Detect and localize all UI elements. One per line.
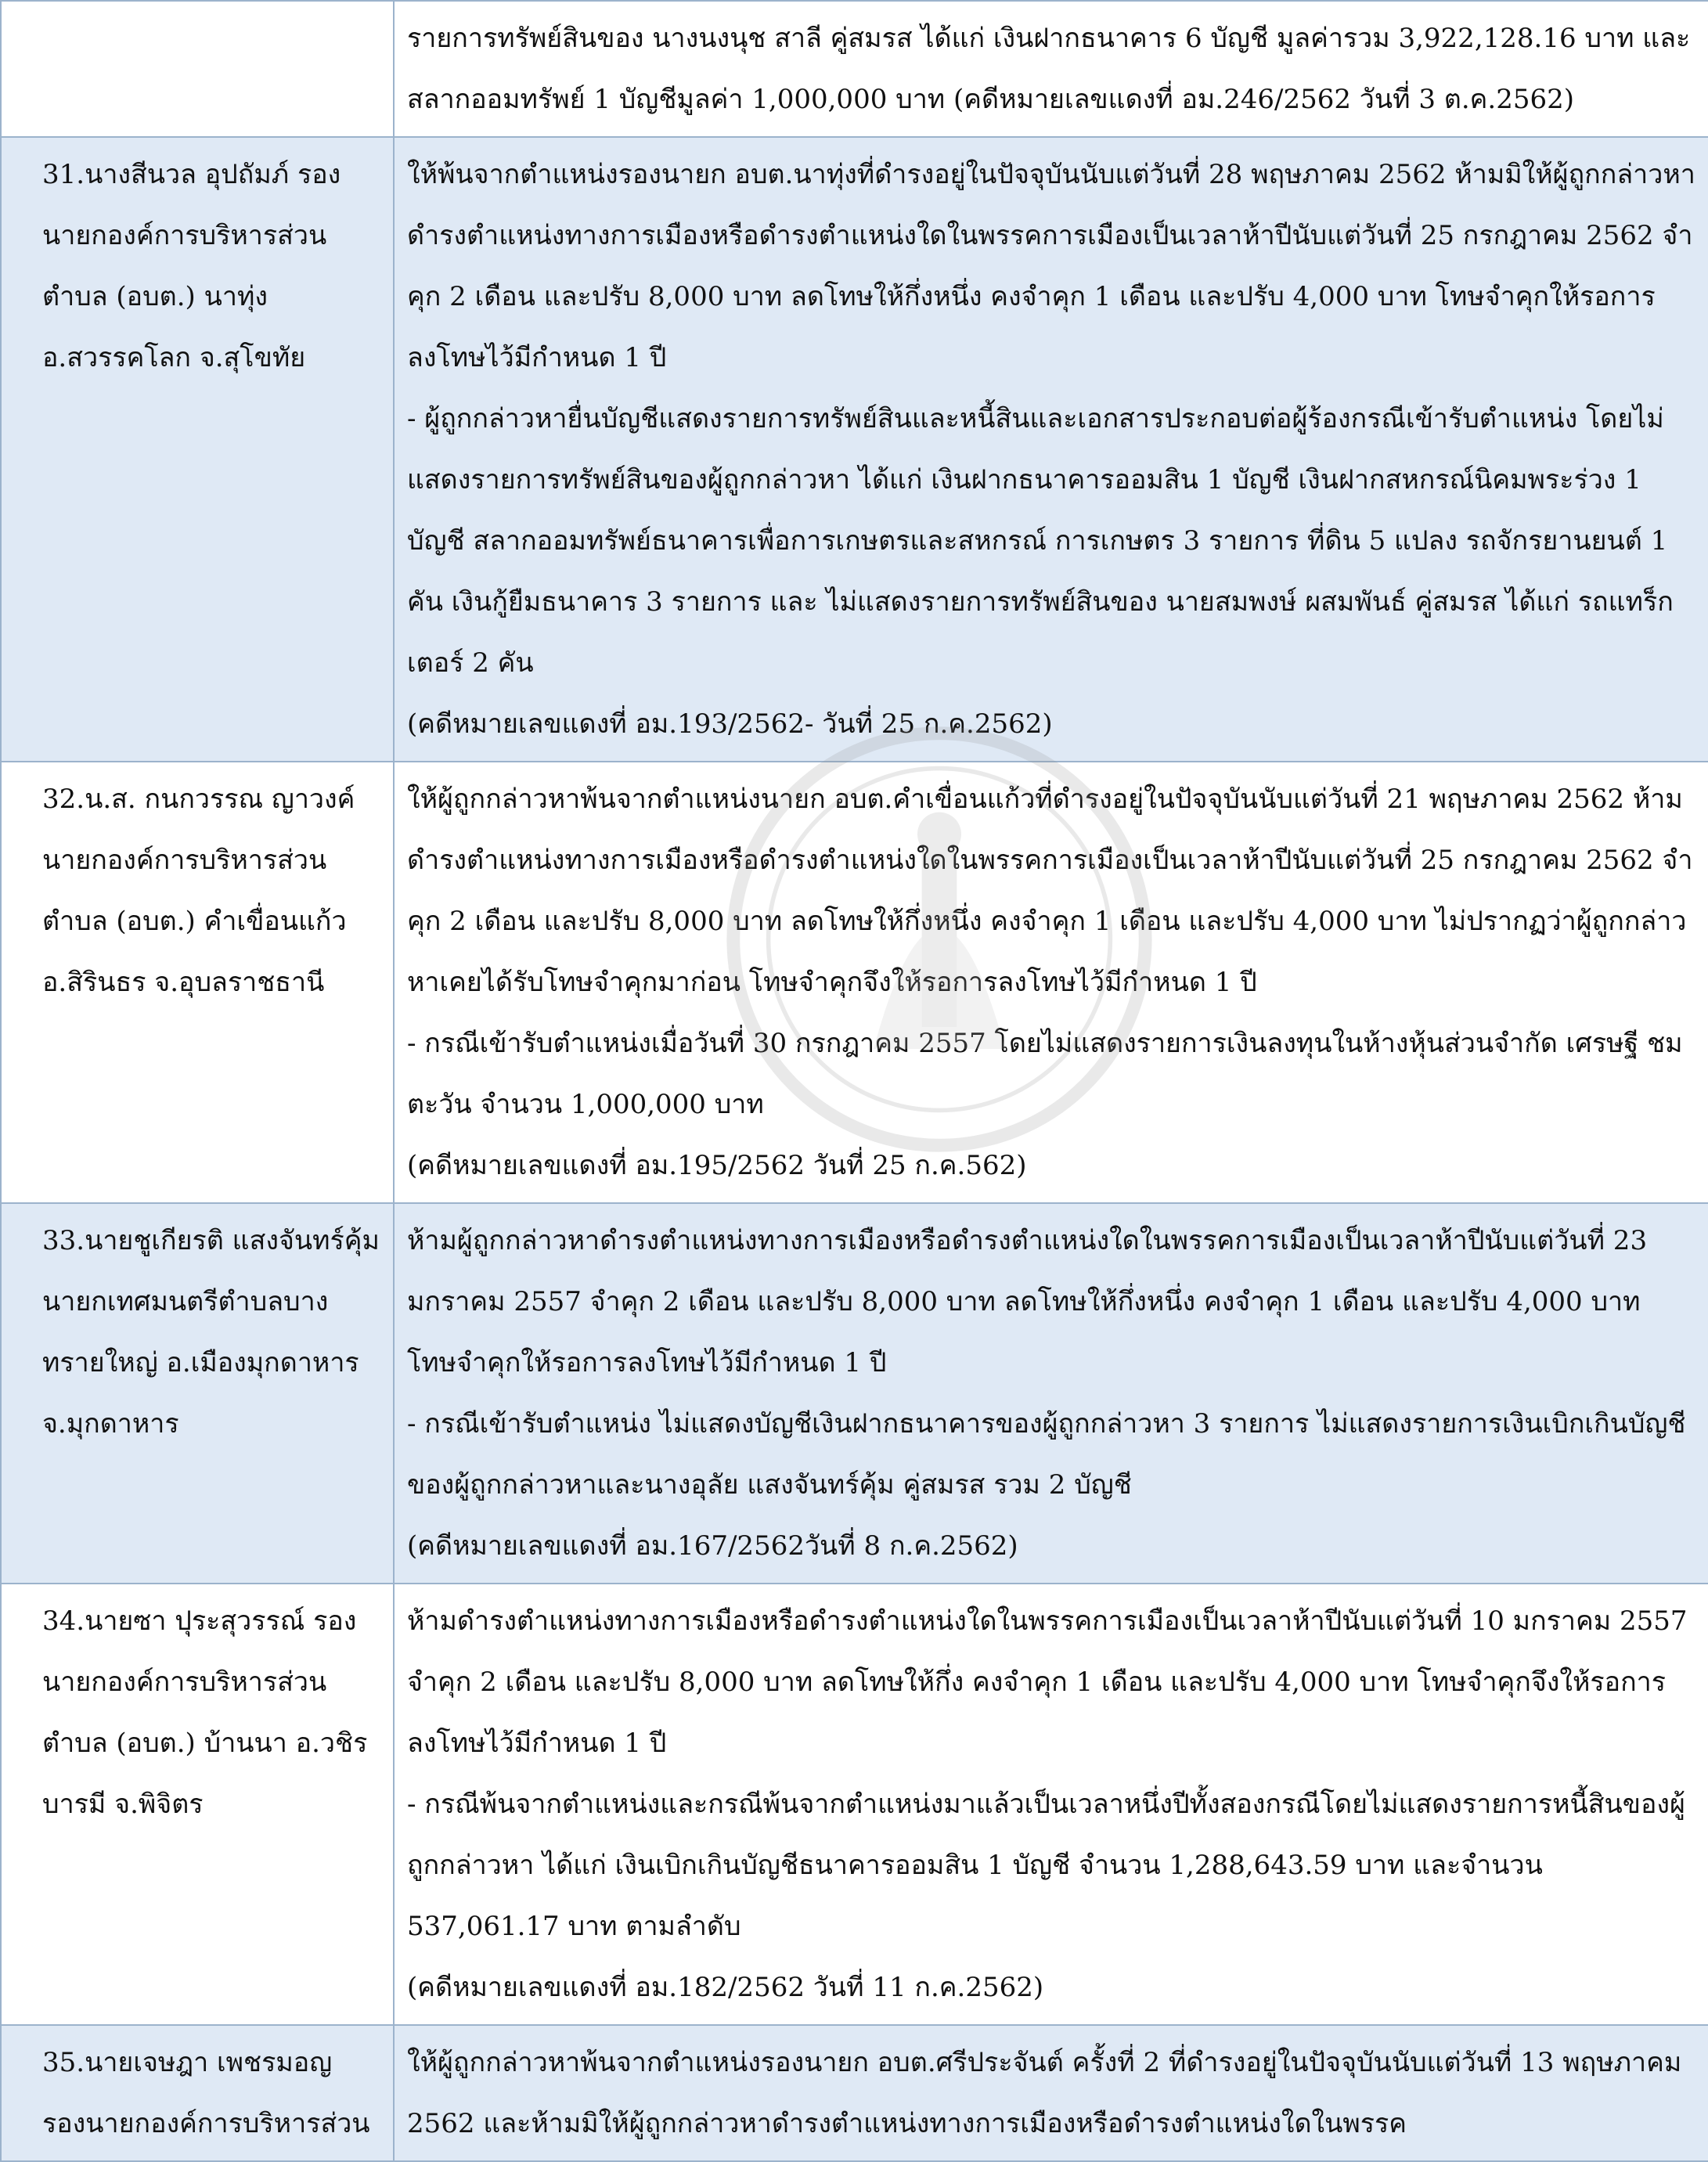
verdict-paragraph: - ผู้ถูกกล่าวหายื่นบัญชีแสดงรายการทรัพย์สินและหนี้สินและเอกสารประกอบต่อผู้ร้องกรณีเข้ารับตำแหน่ง โดยไม่แสดงรายการทรัพย์สินของผู้ถูกกล่าวหา ได้แก่ เงินฝากธนาคารออมสิน 1 บัญชี เงินฝากสหกรณ์นิคมพระร่วง 1 บัญชี สลากออมทรัพย์ธนาคารเพื่อการเกษตรและสหกรณ์ การเกษตร 3 รายการ ที่ดิน 5 แปลง รถจักรยานยนต์ 1 คัน เงินกู้ยืมธนาคาร 3 รายการ และ ไม่แสดงรายการทรัพย์สินของ นายสมพงษ์ ผสมพันธ์ คู่สมรส ได้แก่ รถแทร็กเตอร์ 2 คัน [407, 403, 1674, 679]
person-name: 32.น.ส. กนกวรรณ ญาวงค์ นายกองค์การบริหารส่วนตำบล (อบต.) คำเขื่อนแก้ว อ.สิรินธร จ.อุบลราชธานี [42, 784, 355, 998]
table-row [1, 1, 1708, 137]
person-name: 34.นายซา ปุระสุวรรณ์ รองนายกองค์การบริหารส่วนตำบล (อบต.) บ้านนา อ.วชิรบารมี จ.พิจิตร [42, 1605, 368, 1820]
person-cell [1, 1203, 394, 1584]
table-row [1, 137, 1708, 762]
person-name: 31.นางสีนวล อุปถัมภ์ รองนายกองค์การบริหารส่วนตำบล (อบต.) นาทุ่ง อ.สวรรคโลก จ.สุโขทัย [42, 159, 341, 373]
case-reference: (คดีหมายเลขแดงที่ อม.193/2562- วันที่ 25 ก.ค.2562) [407, 708, 1053, 740]
verdict-cell [394, 2025, 1708, 2161]
person-cell [1, 762, 394, 1203]
verdict-paragraph: ให้พ้นจากตำแหน่งรองนายก อบต.นาทุ่งที่ดำรงอยู่ในปัจจุบันนับแต่วันที่ 28 พฤษภาคม 2562 ห้ามมิให้ผู้ถูกกล่าวหาดำรงตำแหน่งทางการเมืองหรือดำรงตำแหน่งใดในพรรคการเมืองเป็นเวลาห้าปีนับแต่วันที่ 25 กรกฎาคม 2562 จำคุก 2 เดือน และปรับ 8,000 บาท ลดโทษให้กึ่งหนึ่ง คงจำคุก 1 เดือน และปรับ 4,000 บาท โทษจำคุกให้รอการลงโทษไว้มีกำหนด 1 ปี [407, 159, 1695, 373]
person-cell [1, 1584, 394, 2025]
verdict-paragraph: ห้ามผู้ถูกกล่าวหาดำรงตำแหน่งทางการเมืองหรือดำรงตำแหน่งใดในพรรคการเมืองเป็นเวลาห้าปีนับแต่วันที่ 23 มกราคม 2557 จำคุก 2 เดือน และปรับ 8,000 บาท ลดโทษให้กึ่งหนึ่ง คงจำคุก 1 เดือน และปรับ 4,000 บาท โทษจำคุกให้รอการลงโทษไว้มีกำหนด 1 ปี [407, 1225, 1648, 1378]
verdict-cell [394, 1203, 1708, 1584]
verdict-paragraph: - กรณีเข้ารับตำแหน่ง ไม่แสดงบัญชีเงินฝากธนาคารของผู้ถูกกล่าวหา 3 รายการ ไม่แสดงรายการเงินเบิกเกินบัญชีของผู้ถูกกล่าวหาและนางอุลัย แสงจันทร์คุ้ม คู่สมรส รวม 2 บัญชี [407, 1408, 1686, 1501]
case-reference: (คดีหมายเลขแดงที่ อม.167/2562วันที่ 8 ก.ค.2562) [407, 1530, 1018, 1562]
verdict-cell [394, 137, 1708, 762]
verdict-paragraph: ให้ผู้ถูกกล่าวหาพ้นจากตำแหน่งนายก อบต.คำเขื่อนแก้วที่ดำรงอยู่ในปัจจุบันนับแต่วันที่ 21 พฤษภาคม 2562 ห้ามดำรงตำแหน่งทางการเมืองหรือดำรงตำแหน่งใดในพรรคการเมืองเป็นเวลาห้าปีนับแต่วันที่ 25 กรกฎาคม 2562 จำคุก 2 เดือน และปรับ 8,000 บาท ลดโทษให้กึ่งหนึ่ง คงจำคุก 1 เดือน และปรับ 4,000 บาท ไม่ปรากฏว่าผู้ถูกกล่าวหาเคยได้รับโทษจำคุกมาก่อน โทษจำคุกจึงให้รอการลงโทษไว้มีกำหนด 1 ปี [407, 784, 1693, 998]
verdict-cell [394, 762, 1708, 1203]
verdict-paragraph: รายการทรัพย์สินของ นางนงนุช สาลี คู่สมรส ได้แก่ เงินฝากธนาคาร 6 บัญชี มูลค่ารวม 3,922,128.16 บาท และสลากออมทรัพย์ 1 บัญชีมูลค่า 1,000,000 บาท (คดีหมายเลขแดงที่ อม.246/2562 วันที่ 3 ต.ค.2562) [407, 23, 1691, 115]
person-name: 33.นายชูเกียรติ แสงจันทร์คุ้ม นายกเทศมนตรีตำบลบางทรายใหญ่ อ.เมืองมุกดาหาร จ.มุกดาหาร [42, 1225, 380, 1440]
verdict-cell [394, 1, 1708, 137]
verdict-cell [394, 1584, 1708, 2025]
verdict-paragraph: ห้ามดำรงตำแหน่งทางการเมืองหรือดำรงตำแหน่งใดในพรรคการเมืองเป็นเวลาห้าปีนับแต่วันที่ 10 มกราคม 2557 จำคุก 2 เดือน และปรับ 8,000 บาท ลดโทษให้กึ่ง คงจำคุก 1 เดือน และปรับ 4,000 บาท โทษจำคุกจึงให้รอการลงโทษไว้มีกำหนด 1 ปี [407, 1605, 1688, 1759]
verdict-paragraph: - กรณีพ้นจากตำแหน่งและกรณีพ้นจากตำแหน่งมาแล้วเป็นเวลาหนึ่งปีทั้งสองกรณีโดยไม่แสดงรายการหนี้สินของผู้ถูกกล่าวหา ได้แก่ เงินเบิกเกินบัญชีธนาคารออมสิน 1 บัญชี จำนวน 1,288,643.59 บาท และจำนวน 537,061.17 บาท ตามลำดับ [407, 1789, 1685, 1942]
person-cell [1, 2025, 394, 2161]
table-row [1, 2025, 1708, 2161]
case-reference: (คดีหมายเลขแดงที่ อม.195/2562 วันที่ 25 ก.ค.562) [407, 1150, 1027, 1181]
verdict-paragraph: ให้ผู้ถูกกล่าวหาพ้นจากตำแหน่งรองนายก อบต.ศรีประจันต์ ครั้งที่ 2 ที่ดำรงอยู่ในปัจจุบันนับแต่วันที่ 13 พฤษภาคม 2562 และห้ามมิให้ผู้ถูกกล่าวหาดำรงตำแหน่งทางการเมืองหรือดำรงตำแหน่งใดในพรรค [407, 2047, 1682, 2139]
table-row [1, 1584, 1708, 2025]
person-name: 35.นายเจษฎา เพชรมอญ รองนายกองค์การบริหารส่วน [42, 2047, 370, 2139]
person-cell [1, 1, 394, 137]
person-cell [1, 137, 394, 762]
table-row [1, 1203, 1708, 1584]
verdict-paragraph: - กรณีเข้ารับตำแหน่งเมื่อวันที่ 30 กรกฎาคม 2557 โดยไม่แสดงรายการเงินลงทุนในห้างหุ้นส่วนจำกัด เศรษฐี ชมตะวัน จำนวน 1,000,000 บาท [407, 1028, 1683, 1120]
table-row [1, 762, 1708, 1203]
case-reference: (คดีหมายเลขแดงที่ อม.182/2562 วันที่ 11 ก.ค.2562) [407, 1972, 1044, 2003]
